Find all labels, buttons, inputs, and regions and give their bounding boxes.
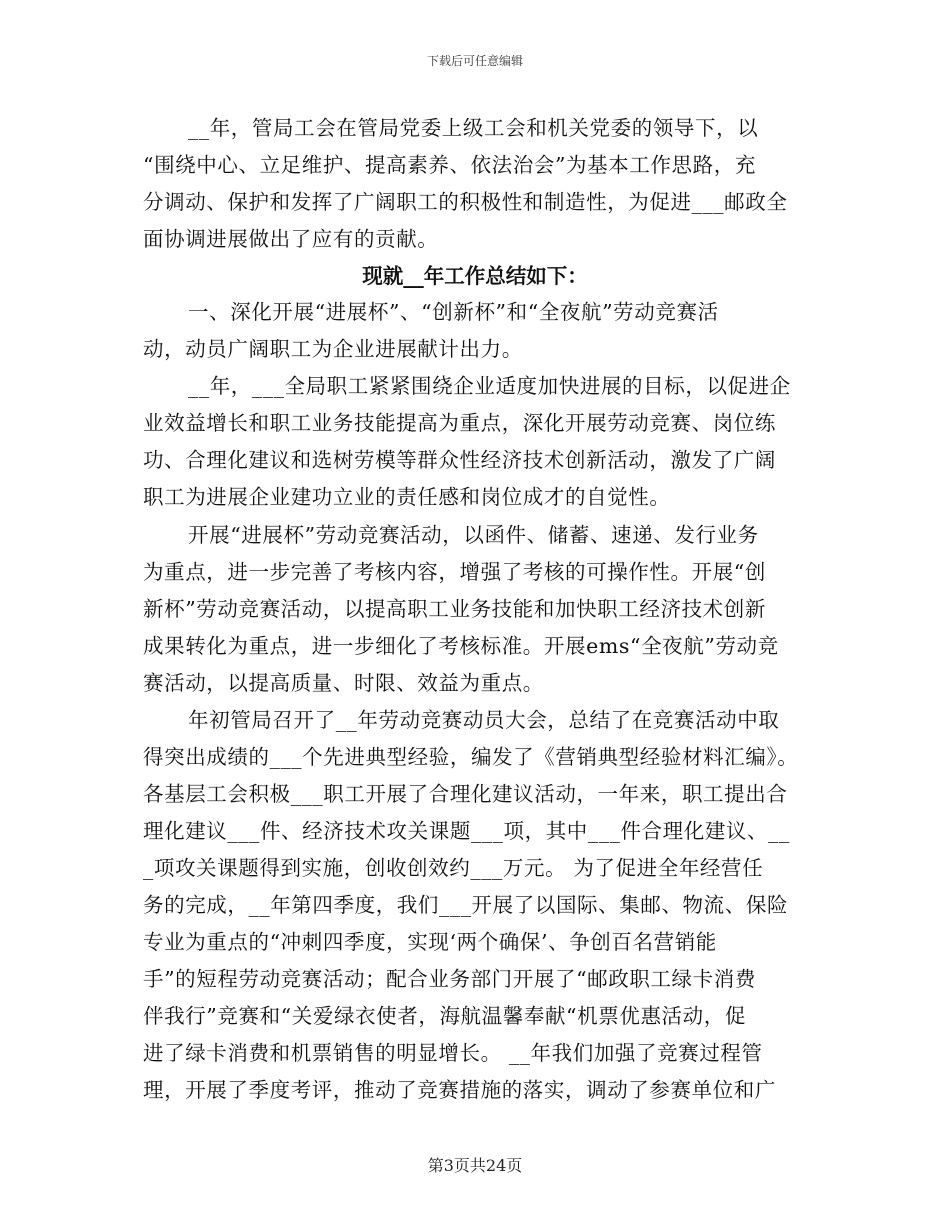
body-line: 一、深化开展“进展杯”、“创新杯”和“全夜航”劳动竞赛活 [188, 300, 719, 324]
body-line: 新杯”劳动竞赛活动，以提高职工业务技能和加快职工经济技术创新 [143, 597, 766, 621]
body-line: 进了绿卡消费和机票销售的明显增长。 __年我们加强了竞赛过程管 [143, 1041, 763, 1065]
body-line: 面协调进展做出了应有的贡献。 [143, 227, 439, 251]
body-line: 务的完成，__年第四季度，我们___开展了以国际、集邮、物流、保险 [143, 893, 789, 917]
body-line: 动，动员广阔职工为企业进展献计出力。 [143, 337, 523, 361]
body-line: 手”的短程劳动竞赛活动；配合业务部门开展了“邮政职工绿卡消费 [143, 967, 756, 991]
body-line: 为重点，进一步完善了考核内容，增强了考核的可操作性。开展“创 [143, 560, 766, 584]
body-line: 成果转化为重点，进一步细化了考核标准。开展ems“全夜航”劳动竞 [143, 634, 779, 658]
page-header: 下载后可任意编辑 [426, 54, 523, 68]
body-line: 开展“进展杯”劳动竞赛活动，以函件、储蓄、速递、发行业务 [188, 523, 759, 547]
body-line: 得突出成绩的___个先进典型经验，编发了《营销典型经验材料汇编》。 [143, 745, 799, 769]
body-line: 职工为进展企业建功立业的责任感和岗位成才的自觉性。 [143, 485, 671, 509]
body-line: 专业为重点的“冲刺四季度，实现‘两个确保’、争创百名营销能 [143, 930, 717, 954]
body-line: 年初管局召开了__年劳动竞赛动员大会，总结了在竞赛活动中取 [188, 708, 780, 732]
body-line: _项攻关课题得到实施，创收创效约___万元。 为了促进全年经营任 [143, 856, 764, 880]
body-line: 各基层工会积极___职工开展了合理化建议活动，一年来，职工提出合 [143, 782, 788, 806]
body-line: “围绕中心、立足维护、提高素养、依法治会”为基本工作思路，充 [143, 153, 756, 177]
body-line: 伴我行”竞赛和“关爱绿衣使者，海航温馨奉献“机票优惠活动，促 [143, 1004, 746, 1028]
page-footer: 第3页共24页 [427, 1156, 523, 1175]
body-line: 理化建议___件、经济技术攻关课题___项，其中___件合理化建议、__ [143, 819, 790, 843]
body-line: __年，___全局职工紧紧围绕企业适度加快进展的目标，以促进企 [188, 374, 791, 398]
body-line: 理，开展了季度考评，推动了竞赛措施的落实，调动了参赛单位和广 [143, 1078, 776, 1102]
body-line: 赛活动，以提高质量、时限、效益为重点。 [143, 671, 544, 695]
body-line: 功、合理化建议和选树劳模等群众性经济技术创新活动，激发了广阔 [143, 448, 776, 472]
body-line: 分调动、保护和发挥了广阔职工的积极性和制造性，为促进___邮政全 [143, 190, 788, 214]
section-heading: 现就__年工作总结如下： [362, 264, 588, 288]
body-line: 业效益增长和职工业务技能提高为重点，深化开展劳动竞赛、岗位练 [143, 411, 776, 435]
body-line: __年，管局工会在管局党委上级工会和机关党委的领导下，以 [188, 116, 759, 140]
